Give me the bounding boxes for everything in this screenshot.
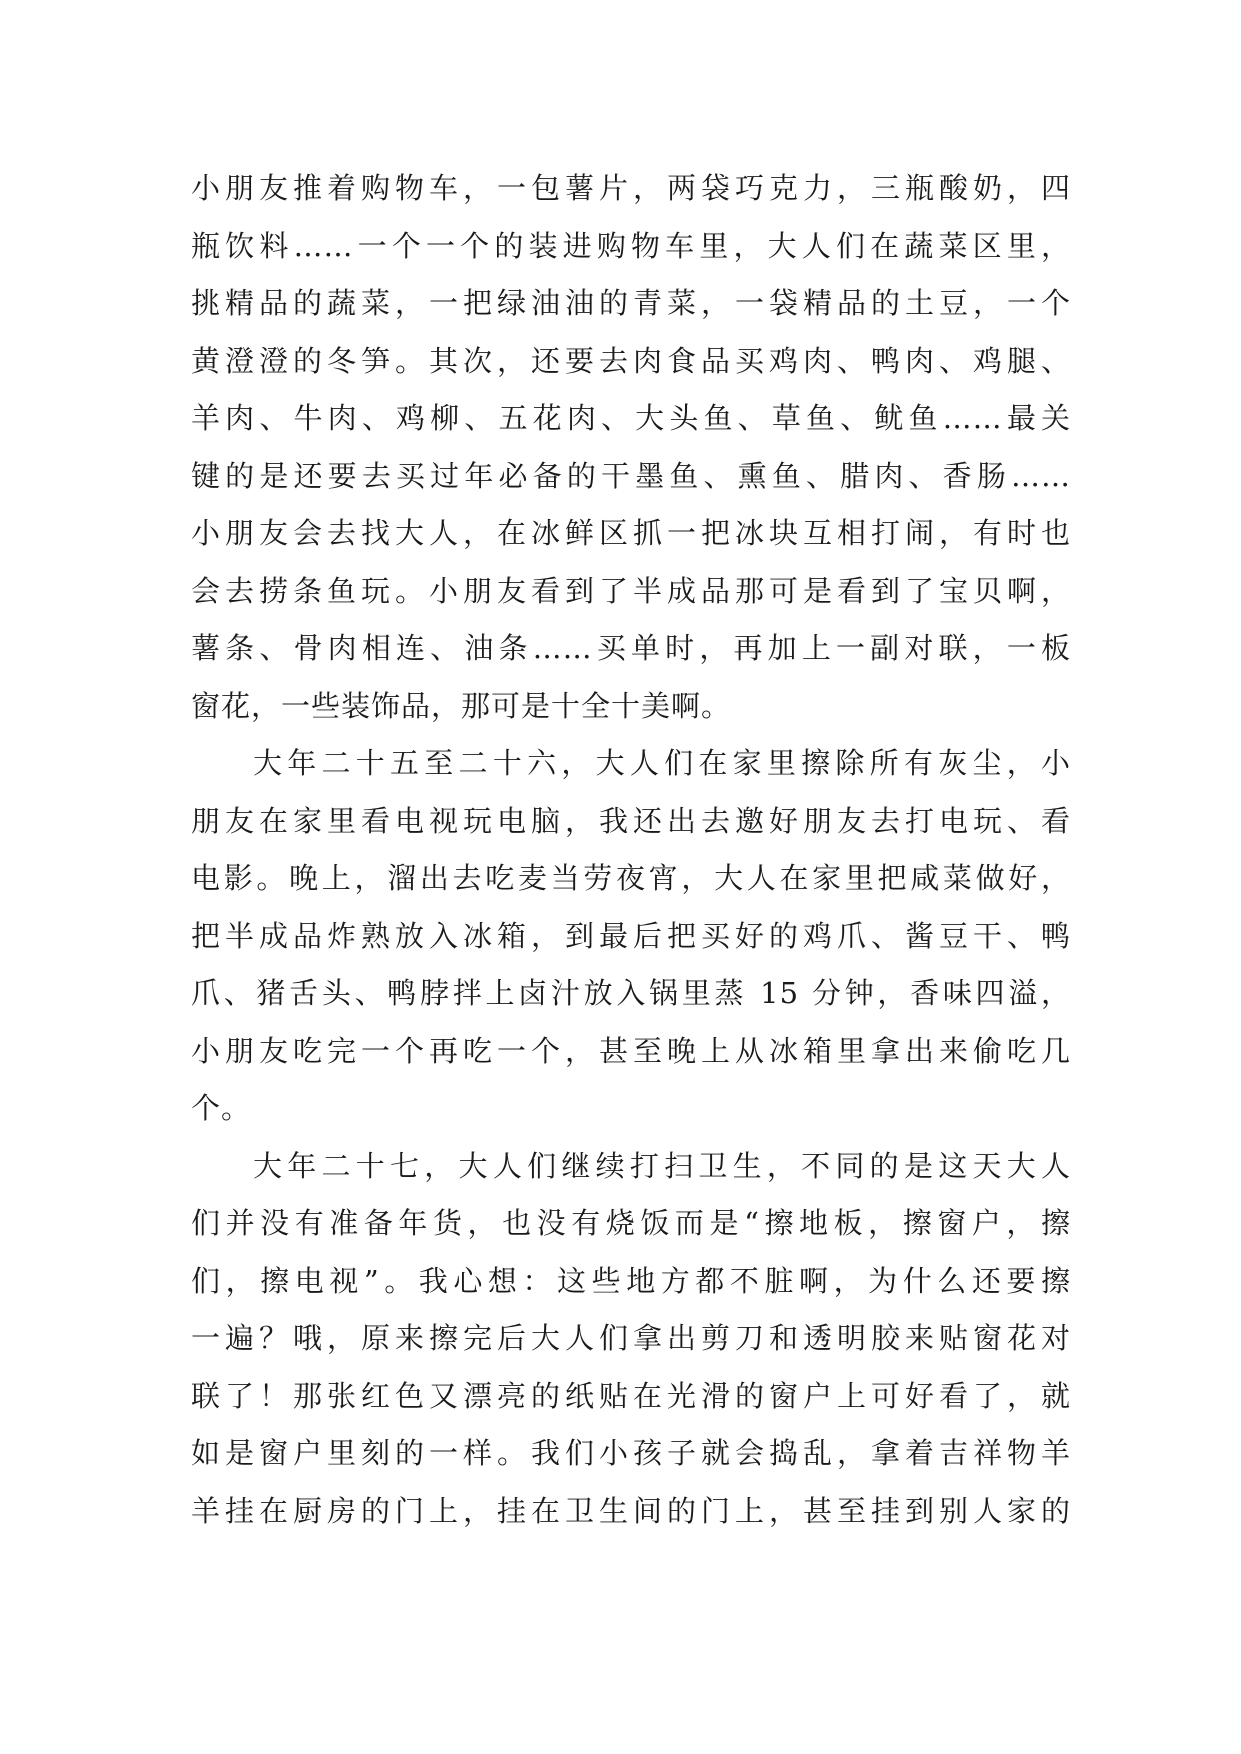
text-line: 小朋友推着购物车，一包薯片，两袋巧克力，三瓶酸奶，四: [191, 171, 1071, 205]
text-line: 朋友在家里看电视玩电脑，我还出去邀好朋友去打电玩、看: [191, 803, 1071, 838]
text-line: 挑精品的蔬菜，一把绿油油的青菜，一袋精品的土豆，一个: [191, 286, 1071, 320]
text-line: 薯条、骨肉相连、油条……买单时，再加上一副对联，一板: [191, 631, 1071, 665]
text-line: 们并没有准备年货，也没有烧饭而是“擦地板，擦窗户，擦: [191, 1206, 1071, 1240]
text-line: 如是窗户里刻的一样。我们小孩子就会捣乱，拿着吉祥物羊: [191, 1436, 1071, 1470]
text-line: 把半成品炸熟放入冰箱，到最后把买好的鸡爪、酱豆干、鸭: [191, 918, 1071, 953]
text-line: 瓶饮料……一个一个的装进购物车里，大人们在蔬菜区里，: [191, 228, 1071, 263]
paragraph: [191, 1138, 1071, 1541]
text-line: 电影。晚上，溜出去吃麦当劳夜宵，大人在家里把咸菜做好，: [191, 861, 1071, 895]
text-line: 小朋友吃完一个再吃一个，甚至晚上从冰箱里拿出来偷吃几: [191, 1033, 1071, 1068]
paragraph: [191, 735, 1071, 1138]
text-line: 爪、猪舌头、鸭脖拌上卤汁放入锅里蒸 15 分钟，香味四溢，: [191, 976, 1071, 1010]
paragraph: [191, 160, 1071, 735]
text-line: 键的是还要去买过年必备的干墨鱼、熏鱼、腊肉、香肠……: [191, 458, 1071, 493]
document-body: [191, 160, 1071, 1540]
text-line: 小朋友会去找大人，在冰鲜区抓一把冰块互相打闹，有时也: [191, 516, 1071, 550]
text-line: 羊肉、牛肉、鸡柳、五花肉、大头鱼、草鱼、鱿鱼……最关: [191, 401, 1071, 435]
text-line: 窗花，一些装饰品，那可是十全十美啊。: [191, 688, 732, 723]
text-line: 联了！那张红色又漂亮的纸贴在光滑的窗户上可好看了，就: [191, 1378, 1071, 1413]
text-line: 们，擦电视”。我心想：这些地方都不脏啊，为什么还要擦: [191, 1263, 1071, 1298]
text-line: 羊挂在厨房的门上，挂在卫生间的门上，甚至挂到别人家的: [191, 1493, 1071, 1528]
text-line: 个。: [191, 1091, 252, 1125]
text-line: 会去捞条鱼玩。小朋友看到了半成品那可是看到了宝贝啊，: [191, 573, 1071, 608]
text-line: 一遍？哦，原来擦完后大人们拿出剪刀和透明胶来贴窗花对: [191, 1321, 1071, 1355]
text-line: 黄澄澄的冬笋。其次，还要去肉食品买鸡肉、鸭肉、鸡腿、: [191, 343, 1071, 378]
text-line: 大年二十七，大人们继续打扫卫生，不同的是这天大人: [253, 1148, 1071, 1183]
text-line: 大年二十五至二十六，大人们在家里擦除所有灰尘，小: [253, 746, 1071, 780]
